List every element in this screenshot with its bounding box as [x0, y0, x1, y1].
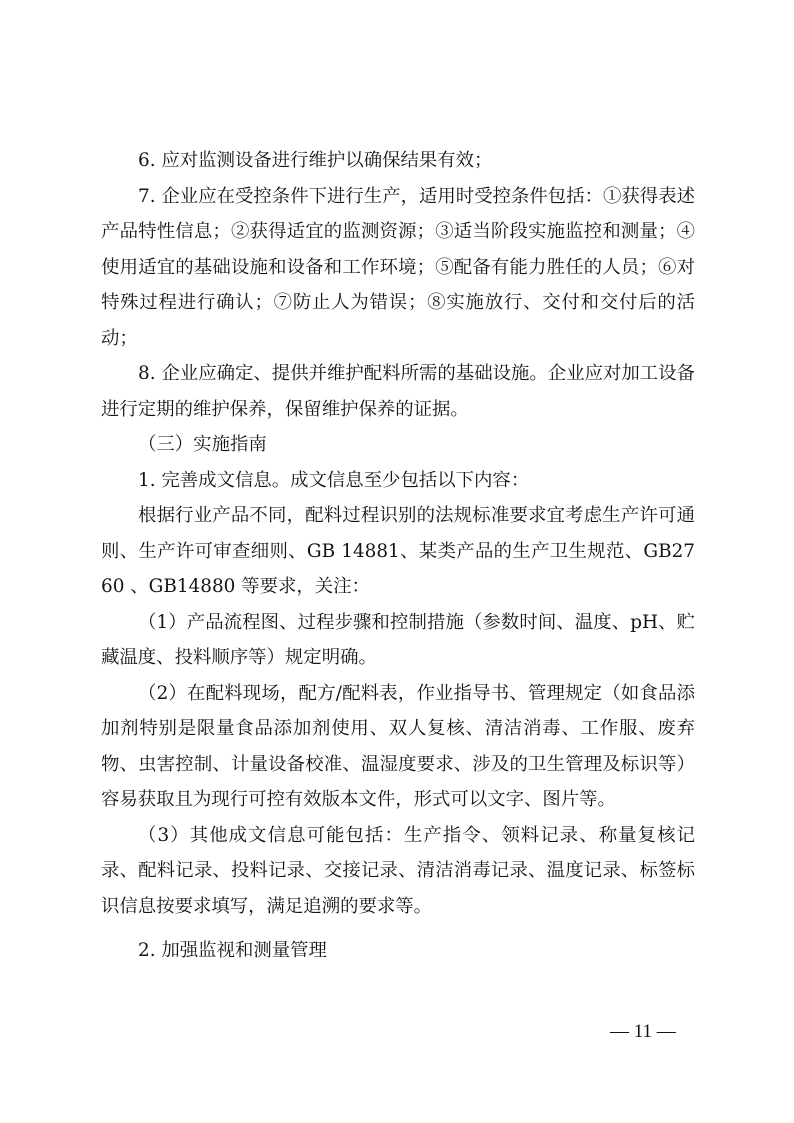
guide-sub-1: （1）产品流程图、过程步骤和控制措施（参数时间、温度、pH、贮藏温度、投料顺序等）规定明确。	[101, 611, 695, 668]
guide-sub-3: （3）其他成文信息可能包括：生产指令、领料记录、称量复核记录、配料记录、投料记录、交接记录、清洁消毒记录、温度记录、标签标识信息按要求填写，满足追溯的要求等。	[101, 824, 695, 917]
item-6: 6. 应对监测设备进行维护以确保结果有效；	[138, 150, 493, 171]
document-body	[101, 143, 695, 969]
guide-intro: 根据行业产品不同，配料过程识别的法规标准要求宜考虑生产许可通则、生产许可审查细则、GB 14881、某类产品的生产卫生规范、GB2760 、GB14880 等要求，关注：	[101, 505, 695, 597]
guide-item-2-title: 2. 加强监视和测量管理	[138, 940, 327, 961]
guide-item-1-title: 1. 完善成文信息。成文信息至少包括以下内容：	[138, 469, 530, 491]
page-number: — 11 —	[610, 1021, 676, 1042]
section-heading: （三）实施指南	[138, 434, 267, 455]
guide-sub-2: （2）在配料现场，配方/配料表，作业指导书、管理规定（如食品添加剂特别是限量食品添加剂使用、双人复核、清洁消毒、工作服、废弃物、虫害控制、计量设备校准、温湿度要求、涉及的卫生管理及标识等）容易获取且为现行可控有效版本文件，形式可以文字、图片等。	[101, 682, 695, 810]
item-8: 8. 企业应确定、提供并维护配料所需的基础设施。企业应对加工设备进行定期的维护保养，保留维护保养的证据。	[101, 363, 695, 420]
item-7: 7. 企业应在受控条件下进行生产，适用时受控条件包括：①获得表述产品特性信息；②获得适宜的监测资源；③适当阶段实施监控和测量；④使用适宜的基础设施和设备和工作环境；⑤配备有能力胜任的人员；⑥对特殊过程进行确认；⑦防止人为错误；⑧实施放行、交付和交付后的活动；	[101, 185, 695, 349]
